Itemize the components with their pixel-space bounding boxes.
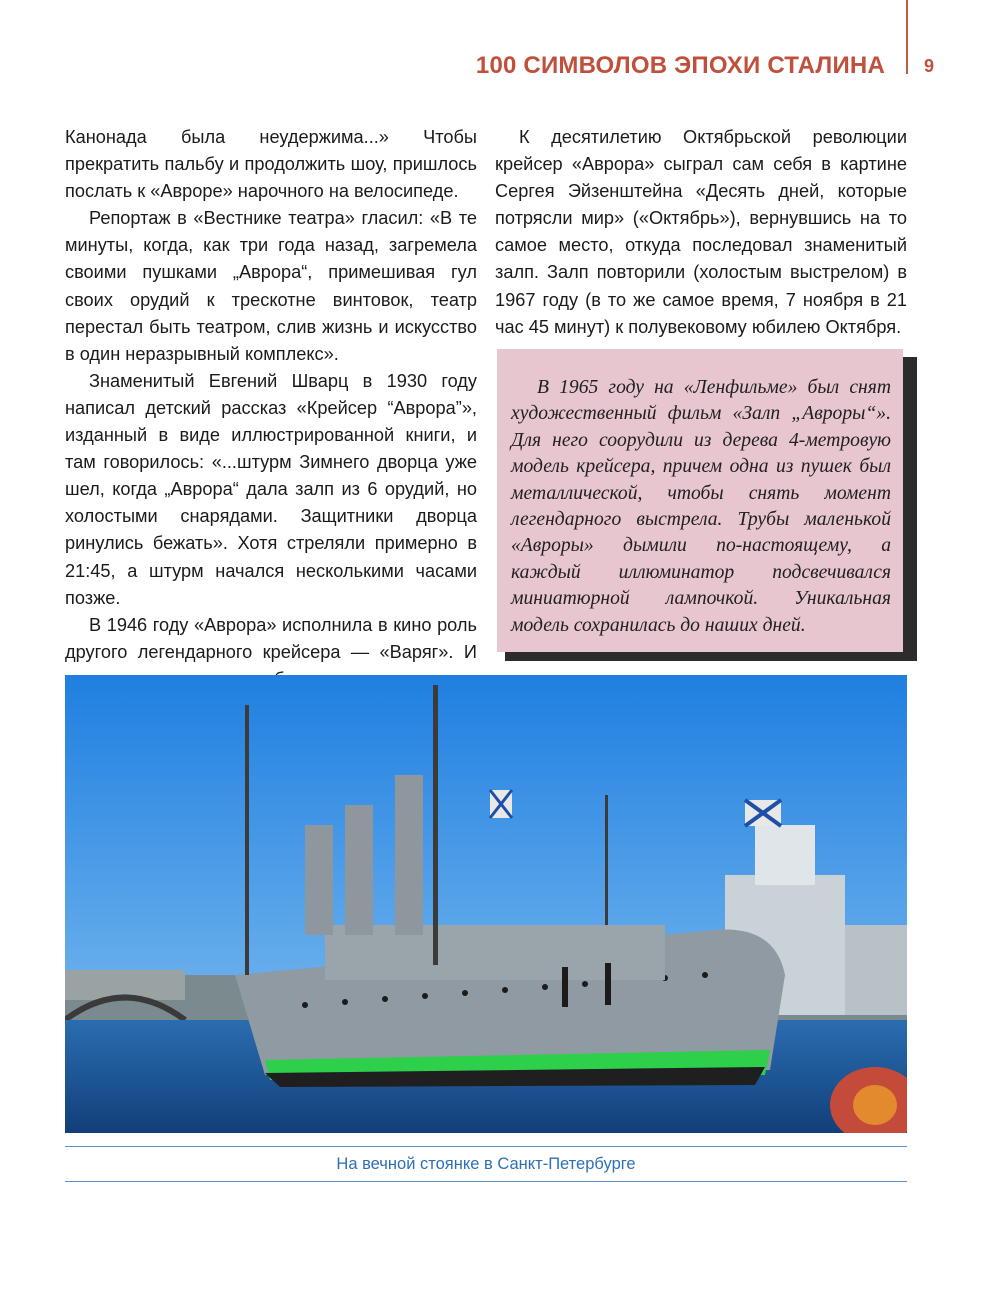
caption-rule-bottom (65, 1181, 907, 1182)
paragraph: В 1946 году «Аврора» исполнила в кино роль другого легендарного крейсера — «Варяг». И (65, 614, 477, 662)
paragraph: К десятилетию Октябрьской революции крейсер «Аврора» сыграл сам себя в картине Сергея Эйзенштейна «Десять дней, которые потрясли мир» («Октябрь»), вернувшись на то самое место, откуда последовал знаменитый залп. Залп повторили (холостым выстрелом) в 1967 году (в то же самое время, 7 ноября в 21 час 45 минут) к полувековому юбилею Октября. (495, 127, 907, 337)
photo-caption: На вечной стоянке в Санкт-Петербурге (336, 1155, 636, 1173)
paragraph: Канонада была неудержима...» Чтобы прекратить пальбу и продолжить шоу, пришлось послать к «Авроре» нарочного на велосипеде. (65, 127, 477, 202)
caption-rule-top (65, 1146, 907, 1147)
page-number: 9 (924, 56, 935, 76)
header-divider (906, 0, 908, 74)
right-column (495, 124, 907, 341)
running-title: 100 СИМВОЛОВ ЭПОХИ СТАЛИНА (475, 52, 885, 79)
callout-text: В 1965 году на «Ленфильме» был снят художественный фильм «Залп „Авроры“». Для него соорудили из дерева 4-метровую модель крейсера, причем одна из пушек был металлической, чтобы снять момент легендарного выстрела. Трубы маленькой «Авроры» дымили по-настоящему, а каждый иллюминатор подсвечивался миниатюрной лампочкой. Уникальная модель сохранилась до наших дней. (511, 377, 891, 636)
paragraph: Репортаж в «Вестнике театра» гласил: «В те минуты, когда, как три года назад, загремела своими пушками „Аврора“, примешивая гул своих орудий к трескотне винтовок, театр перестал быть театром, слив жизнь и искусство в один неразрывный комплекс». (65, 208, 477, 364)
left-column (65, 124, 477, 720)
paragraph: Знаменитый Евгений Шварц в 1930 году написал детский рассказ «Крейсер “Аврора”», изданный в виде иллюстрированной книги, и там говорилось: «...штурм Зимнего дворца уже шел, когда „Аврора“ дала залп из 6 орудий, но холостыми снарядами. Защитники дворца ринулись бежать». Хотя стреляли примерно в 21:45, а штурм начался несколькими часами позже. (65, 370, 477, 608)
cruiser-photo (65, 675, 907, 1133)
